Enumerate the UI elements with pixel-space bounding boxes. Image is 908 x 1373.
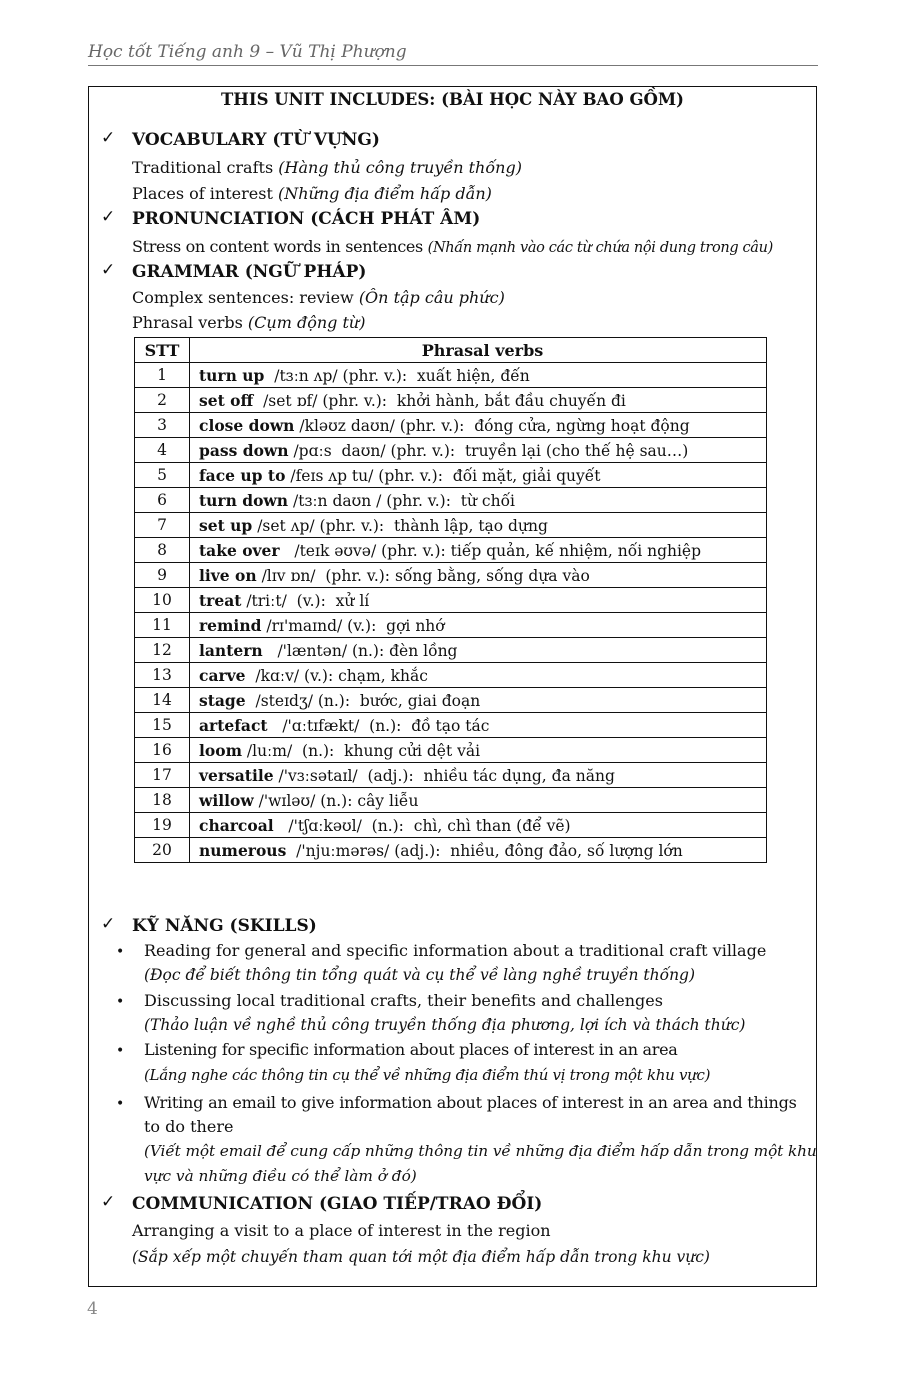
pronunciation-meaning: /set ʌp/ (phr. v.): thành lập, tạo dựng [252,516,548,535]
table-row [135,663,767,688]
skill-item-vi: (Lắng nghe các thông tin cụ thể về những địa điểm thú vị trong một khu vực) [144,1066,711,1084]
row-entry [190,738,767,763]
grammar-heading: GRAMMAR (NGỮ PHÁP) [132,262,367,282]
item-en: Complex sentences: review [132,288,359,307]
phrasal-verb: carve [199,665,246,685]
row-number: 20 [135,838,190,863]
pronunciation-meaning: /'læntən/ (n.): đèn lồng [262,641,458,660]
row-number: 4 [135,438,190,463]
check-icon: ✓ [101,128,116,148]
table-header-row [135,338,767,363]
skill-item-vi: (Viết một email để cung cấp những thông tin về những địa điểm hấp dẫn trong một khu [144,1142,817,1160]
row-number: 19 [135,813,190,838]
phrasal-verbs-table [134,337,767,863]
skill-item-en: Discussing local traditional crafts, their benefits and challenges [144,991,663,1010]
row-number: 3 [135,413,190,438]
row-entry [190,363,767,388]
row-number: 15 [135,713,190,738]
grammar-item [132,288,505,307]
skills-heading: KỸ NĂNG (SKILLS) [132,916,317,936]
item-vi: (Cụm động từ) [247,313,366,332]
phrasal-verb: close down [199,415,295,435]
row-number: 17 [135,763,190,788]
table-row [135,388,767,413]
table-row [135,588,767,613]
phrasal-verb: live on [199,565,257,585]
pronunciation-heading: PRONUNCIATION (CÁCH PHÁT ÂM) [132,209,481,229]
page-number: 4 [87,1299,98,1319]
item-en: Stress on content words in sentences [132,237,428,256]
pronunciation-meaning: /'vɜːsətaɪl/ (adj.): nhiều tác dụng, đa năng [273,766,615,785]
pronunciation-meaning: /tɜːn ʌp/ (phr. v.): xuất hiện, đến [264,366,530,385]
pronunciation-meaning: /rɪ'maɪnd/ (v.): gợi nhớ [261,616,445,635]
row-entry [190,763,767,788]
table-row [135,838,767,863]
row-entry [190,538,767,563]
communication-item-vi: (Sắp xếp một chuyến tham quan tới một địa điểm hấp dẫn trong khu vực) [132,1248,710,1266]
skill-item-en: Listening for specific information about places of interest in an area [144,1040,678,1059]
pronunciation-meaning: /kləʊz daʊn/ (phr. v.): đóng cửa, ngừng hoạt động [294,416,690,435]
row-number: 9 [135,563,190,588]
bullet-icon: • [116,944,125,960]
phrasal-verb: stage [199,690,246,710]
row-number: 6 [135,488,190,513]
row-entry [190,488,767,513]
pronunciation-meaning: /pɑːs daʊn/ (phr. v.): truyền lại (cho thế hệ sau…) [288,441,689,460]
row-number: 14 [135,688,190,713]
phrasal-verb: charcoal [199,815,274,835]
check-icon: ✓ [101,260,116,280]
phrasal-verb: treat [199,590,242,610]
pronunciation-meaning: /'ɑːtɪfækt/ (n.): đồ tạo tác [267,716,490,735]
pronunciation-meaning: /lɪv ɒn/ (phr. v.): sống bằng, sống dựa vào [256,566,590,585]
vocabulary-heading: VOCABULARY (TỪ VỰNG) [132,130,380,150]
table-row [135,363,767,388]
row-entry [190,388,767,413]
table-row [135,538,767,563]
item-en: Places of interest [132,184,278,203]
row-entry [190,688,767,713]
phrasal-verb: artefact [199,715,268,735]
row-number: 12 [135,638,190,663]
row-entry [190,513,767,538]
grammar-item [132,313,365,332]
pronunciation-meaning: /'njuːmərəs/ (adj.): nhiều, đông đảo, số lượng lớn [286,841,683,860]
check-icon: ✓ [101,914,116,934]
row-entry [190,438,767,463]
table-row [135,488,767,513]
skill-item-vi-cont: vực và những điều có thể làm ở đó) [144,1167,417,1185]
bullet-icon: • [116,1043,125,1059]
row-number: 11 [135,613,190,638]
table-row [135,738,767,763]
row-number: 5 [135,463,190,488]
phrasal-verb: versatile [199,765,274,785]
pronunciation-meaning: /teɪk əʊvə/ (phr. v.): tiếp quản, kế nhiệm, nối nghiệp [279,541,702,560]
phrasal-verb: pass down [199,440,289,460]
skill-item-en: Writing an email to give information about places of interest in an area and things [144,1093,797,1112]
row-entry [190,588,767,613]
phrasal-verb: remind [199,615,262,635]
phrasal-verb: lantern [199,640,263,660]
item-vi: (Hàng thủ công truyền thống) [278,158,522,177]
pronunciation-meaning: /triːt/ (v.): xử lí [241,591,370,610]
table-row [135,763,767,788]
table-row [135,713,767,738]
vocabulary-item [132,184,492,203]
table-row [135,688,767,713]
pronunciation-meaning: /'tʃɑːkəʊl/ (n.): chì, chì than (để vẽ) [273,816,571,835]
item-vi: (Ôn tập câu phức) [358,288,505,307]
phrasal-verb: numerous [199,840,287,860]
page-header: Học tốt Tiếng anh 9 – Vũ Thị Phượng [88,42,818,66]
row-entry [190,838,767,863]
table-row [135,463,767,488]
table-row [135,788,767,813]
row-number: 13 [135,663,190,688]
item-en: Phrasal verbs [132,313,248,332]
communication-item-en: Arranging a visit to a place of interest in the region [132,1221,551,1240]
phrasal-verb: loom [199,740,242,760]
column-header-stt: STT [135,338,190,363]
skill-item-en: Reading for general and specific information about a traditional craft village [144,941,767,960]
bullet-icon: • [116,1096,125,1112]
skill-item-en-cont: to do there [144,1117,234,1136]
row-entry [190,463,767,488]
row-number: 18 [135,788,190,813]
communication-heading: COMMUNICATION (GIAO TIẾP/TRAO ĐỔI) [132,1194,543,1214]
skill-item-vi: (Thảo luận về nghề thủ công truyền thống địa phương, lợi ích và thách thức) [144,1016,746,1034]
item-vi: (Nhấn mạnh vào các từ chứa nội dung trong câu) [427,240,773,256]
item-en: Traditional crafts [132,158,279,177]
phrasal-verb: face up to [199,465,286,485]
row-entry [190,413,767,438]
item-vi: (Những địa điểm hấp dẫn) [277,184,492,203]
pronunciation-meaning: /steɪdʒ/ (n.): bước, giai đoạn [245,691,481,710]
row-entry [190,613,767,638]
pronunciation-meaning: /set ɒf/ (phr. v.): khởi hành, bắt đầu chuyến đi [253,391,626,410]
pronunciation-meaning: /tɜːn daʊn / (phr. v.): từ chối [288,491,516,510]
pronunciation-item [132,237,773,256]
pronunciation-meaning: /luːm/ (n.): khung cửi dệt vải [241,741,481,760]
row-number: 2 [135,388,190,413]
pronunciation-meaning: /feɪs ʌp tu/ (phr. v.): đối mặt, giải quyết [285,466,601,485]
table-row [135,438,767,463]
table-body [135,363,767,863]
table-row [135,813,767,838]
row-number: 1 [135,363,190,388]
column-header-phrasal-verbs: Phrasal verbs [190,338,767,363]
row-entry [190,788,767,813]
pronunciation-meaning: /kɑːv/ (v.): chạm, khắc [245,666,428,685]
table-row [135,563,767,588]
row-number: 7 [135,513,190,538]
table-row [135,638,767,663]
unit-title: THIS UNIT INCLUDES: (BÀI HỌC NÀY BAO GỒM) [221,90,684,109]
table-row [135,513,767,538]
phrasal-verb: set off [199,390,254,410]
row-entry [190,713,767,738]
row-number: 10 [135,588,190,613]
phrasal-verb: turn up [199,365,265,385]
row-number: 16 [135,738,190,763]
vocabulary-item [132,158,522,177]
phrasal-verb: turn down [199,490,289,510]
row-number: 8 [135,538,190,563]
table-row [135,613,767,638]
row-entry [190,638,767,663]
row-entry [190,563,767,588]
table-row [135,413,767,438]
check-icon: ✓ [101,1192,116,1212]
bullet-icon: • [116,994,125,1010]
row-entry [190,663,767,688]
phrasal-verb: set up [199,515,253,535]
phrasal-verb: willow [199,790,254,810]
skill-item-vi: (Đọc để biết thông tin tổng quát và cụ thể về làng nghề truyền thống) [144,966,696,984]
check-icon: ✓ [101,207,116,227]
pronunciation-meaning: /'wɪləʊ/ (n.): cây liễu [253,791,419,810]
row-entry [190,813,767,838]
phrasal-verb: take over [199,540,280,560]
